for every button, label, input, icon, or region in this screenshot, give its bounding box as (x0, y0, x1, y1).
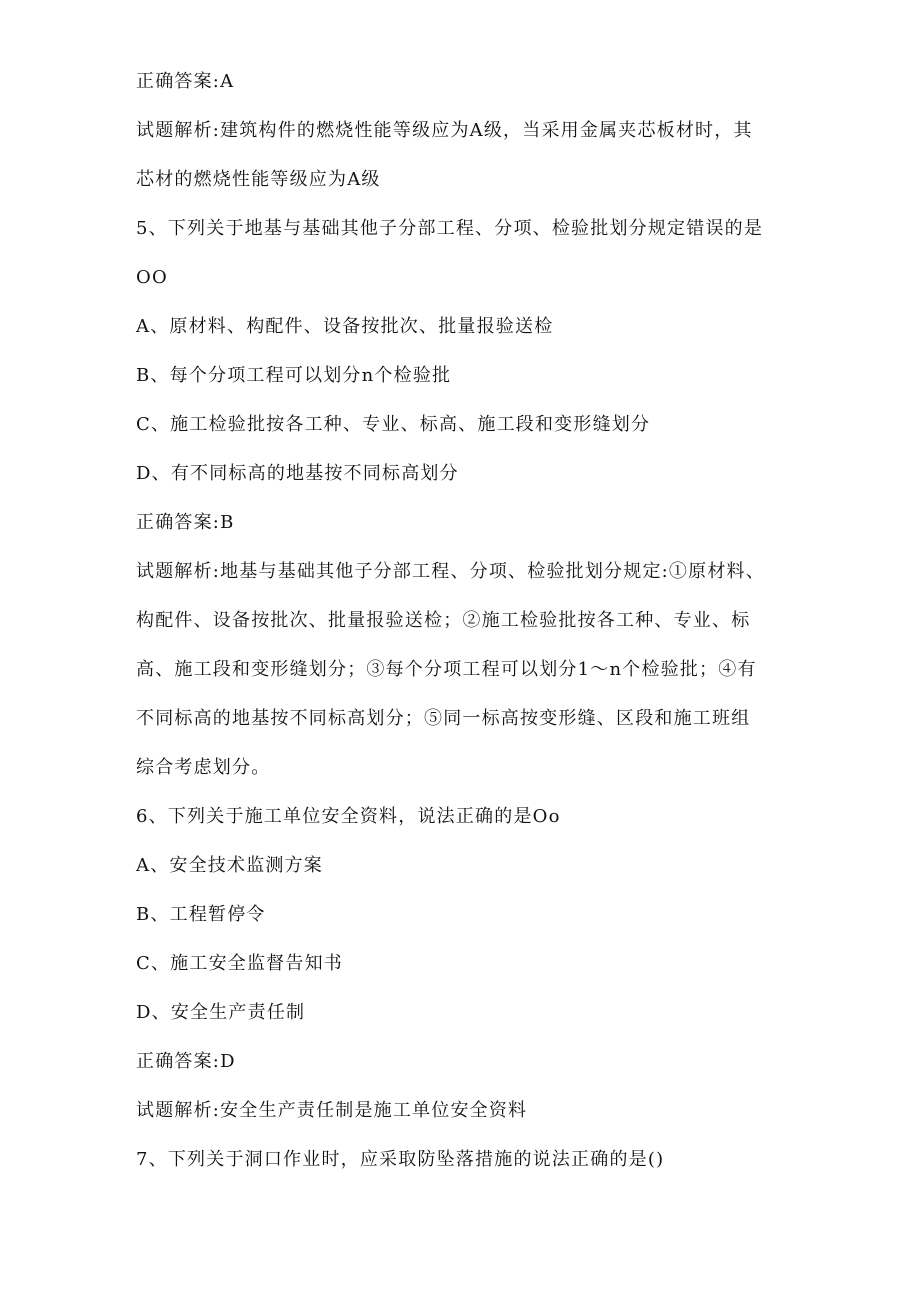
option-d (136, 458, 796, 490)
question-line: 6、下列关于施工单位安全资料，说法正确的是Oo (136, 806, 561, 827)
question-block (136, 213, 796, 294)
option-line: D、有不同标高的地基按不同标高划分 (136, 463, 459, 484)
question-line: 7、下列关于洞口作业时，应采取防坠落措施的说法正确的是() (136, 1149, 665, 1170)
analysis-line: 试题解析:建筑构件的燃烧性能等级应为A级，当采用金属夹芯板材时，其 (136, 120, 753, 141)
option-line: C、施工安全监督告知书 (136, 953, 343, 974)
option-c (136, 948, 796, 980)
option-a (136, 311, 796, 343)
analysis-line: 试题解析:地基与基础其他子分部工程、分项、检验批划分规定:①原材料、 (136, 561, 765, 582)
question-line: 5、下列关于地基与基础其他子分部工程、分项、检验批划分规定错误的是 (136, 218, 764, 239)
analysis-block (136, 115, 796, 196)
answer-line: 正确答案:A (136, 71, 235, 92)
answer-block (136, 66, 796, 98)
analysis-line: 试题解析:安全生产责任制是施工单位安全资料 (136, 1100, 528, 1121)
option-line: B、工程暂停令 (136, 904, 266, 925)
option-d (136, 997, 796, 1029)
answer-line: 正确答案:D (136, 1051, 236, 1072)
answer-line: 正确答案:B (136, 512, 235, 533)
document-page (136, 66, 796, 1176)
option-b (136, 899, 796, 931)
option-line: B、每个分项工程可以划分n个检验批 (136, 365, 452, 386)
option-b (136, 360, 796, 392)
question-block (136, 801, 796, 833)
analysis-line: 不同标高的地基按不同标高划分；⑤同一标高按变形缝、区段和施工班组 (136, 708, 751, 729)
question-line: OO (136, 267, 168, 288)
option-line: A、安全技术监测方案 (136, 855, 323, 876)
analysis-block (136, 556, 796, 784)
analysis-block (136, 1095, 796, 1127)
option-line: C、施工检验批按各工种、专业、标高、施工段和变形缝划分 (136, 414, 651, 435)
answer-block (136, 1046, 796, 1078)
analysis-line: 高、施工段和变形缝划分；③每个分项工程可以划分1～n个检验批；④有 (136, 659, 757, 680)
option-a (136, 850, 796, 882)
option-c (136, 409, 796, 441)
answer-block (136, 507, 796, 539)
option-line: D、安全生产责任制 (136, 1002, 306, 1023)
question-block (136, 1144, 796, 1176)
analysis-line: 构配件、设备按批次、批量报验送检；②施工检验批按各工种、专业、标 (136, 610, 751, 631)
option-line: A、原材料、构配件、设备按批次、批量报验送检 (136, 316, 554, 337)
analysis-line: 综合考虑划分。 (136, 757, 271, 778)
analysis-line: 芯材的燃烧性能等级应为A级 (136, 169, 381, 190)
